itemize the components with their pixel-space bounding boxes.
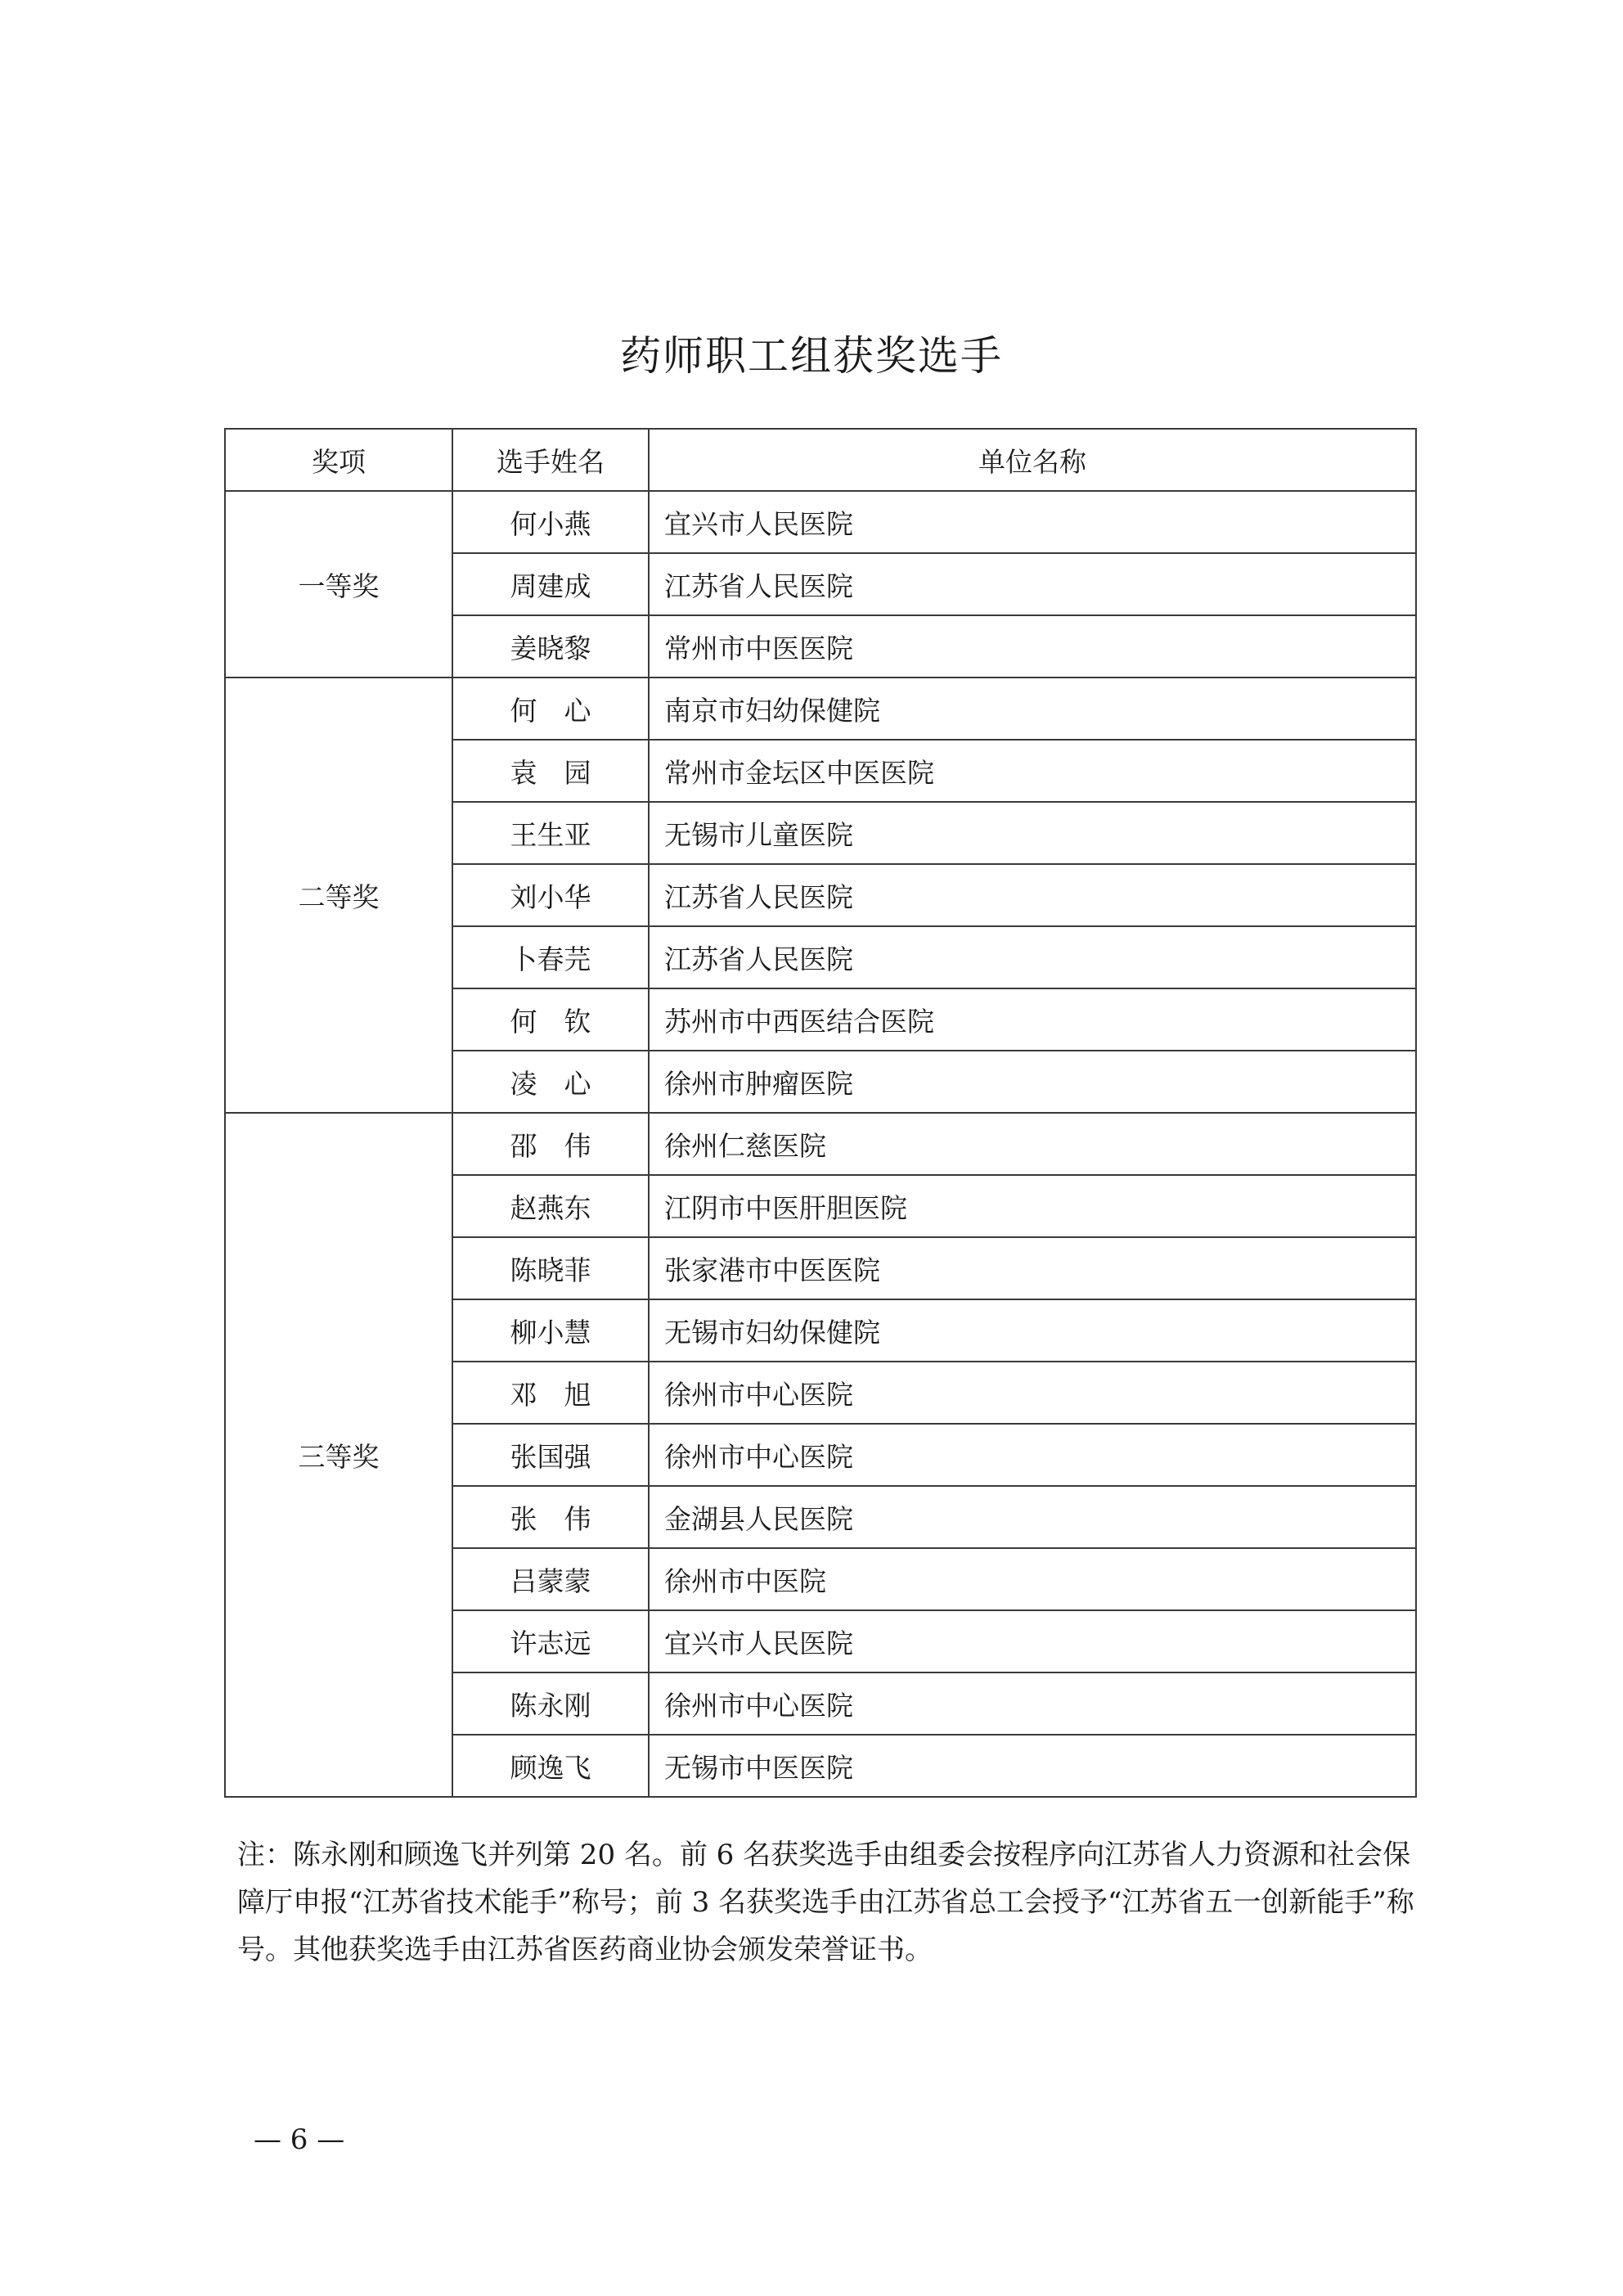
contestant-name-cell: 何 钦 (452, 988, 649, 1051)
unit-name-cell: 江苏省人民医院 (649, 864, 1416, 926)
header-unit-name: 单位名称 (649, 429, 1416, 491)
page-title: 药师职工组获奖选手 (620, 332, 1003, 380)
awards-table-body (225, 491, 1416, 1797)
contestant-name-cell: 何 心 (452, 678, 649, 740)
awards-table (224, 428, 1417, 1798)
contestant-name-cell: 卜春芫 (452, 926, 649, 988)
award-level-cell: 一等奖 (225, 491, 452, 678)
unit-name-cell: 徐州市肿瘤医院 (649, 1051, 1416, 1113)
header-award: 奖项 (225, 429, 452, 491)
contestant-name-cell: 姜晓黎 (452, 615, 649, 678)
contestant-name-cell: 王生亚 (452, 802, 649, 864)
contestant-name-cell: 赵燕东 (452, 1175, 649, 1237)
unit-name-cell: 常州市金坛区中医医院 (649, 740, 1416, 802)
unit-name-cell: 徐州仁慈医院 (649, 1113, 1416, 1175)
contestant-name-cell: 陈晓菲 (452, 1237, 649, 1299)
contestant-name-cell: 张国强 (452, 1424, 649, 1486)
unit-name-cell: 宜兴市人民医院 (649, 1610, 1416, 1672)
unit-name-cell: 无锡市儿童医院 (649, 802, 1416, 864)
header-contestant-name: 选手姓名 (452, 429, 649, 491)
page-number: — 6 — (254, 2123, 345, 2156)
unit-name-cell: 徐州市中心医院 (649, 1424, 1416, 1486)
contestant-name-cell: 陈永刚 (452, 1672, 649, 1735)
contestant-name-cell: 柳小慧 (452, 1299, 649, 1362)
unit-name-cell: 江阴市中医肝胆医院 (649, 1175, 1416, 1237)
unit-name-cell: 江苏省人民医院 (649, 553, 1416, 615)
contestant-name-cell: 刘小华 (452, 864, 649, 926)
contestant-name-cell: 凌 心 (452, 1051, 649, 1113)
award-level-cell: 二等奖 (225, 678, 452, 1113)
unit-name-cell: 苏州市中西医结合医院 (649, 988, 1416, 1051)
contestant-name-cell: 邵 伟 (452, 1113, 649, 1175)
unit-name-cell: 金湖县人民医院 (649, 1486, 1416, 1548)
unit-name-cell: 宜兴市人民医院 (649, 491, 1416, 553)
footnote: 注：陈永刚和顾逸飞并列第 20 名。前 6 名获奖选手由组委会按程序向江苏省人力资源和社会保障厅申报“江苏省技术能手”称号；前 3 名获奖选手由江苏省总工会授予“江苏省五一创新能手”称号。其他获奖选手由江苏省医药商业协会颁发荣誉证书。 (237, 1839, 1414, 1966)
unit-name-cell: 南京市妇幼保健院 (649, 678, 1416, 740)
contestant-name-cell: 顾逸飞 (452, 1735, 649, 1797)
contestant-name-cell: 许志远 (452, 1610, 649, 1672)
unit-name-cell: 江苏省人民医院 (649, 926, 1416, 988)
contestant-name-cell: 袁 园 (452, 740, 649, 802)
unit-name-cell: 徐州市中医院 (649, 1548, 1416, 1610)
unit-name-cell: 徐州市中心医院 (649, 1362, 1416, 1424)
table-row (225, 1113, 1416, 1175)
table-row (225, 678, 1416, 740)
unit-name-cell: 徐州市中心医院 (649, 1672, 1416, 1735)
table-header-row (225, 429, 1416, 491)
award-level-cell: 三等奖 (225, 1113, 452, 1797)
contestant-name-cell: 邓 旭 (452, 1362, 649, 1424)
unit-name-cell: 张家港市中医医院 (649, 1237, 1416, 1299)
table-row (225, 491, 1416, 553)
contestant-name-cell: 何小燕 (452, 491, 649, 553)
contestant-name-cell: 吕蒙蒙 (452, 1548, 649, 1610)
contestant-name-cell: 张 伟 (452, 1486, 649, 1548)
unit-name-cell: 无锡市中医医院 (649, 1735, 1416, 1797)
unit-name-cell: 无锡市妇幼保健院 (649, 1299, 1416, 1362)
unit-name-cell: 常州市中医医院 (649, 615, 1416, 678)
contestant-name-cell: 周建成 (452, 553, 649, 615)
